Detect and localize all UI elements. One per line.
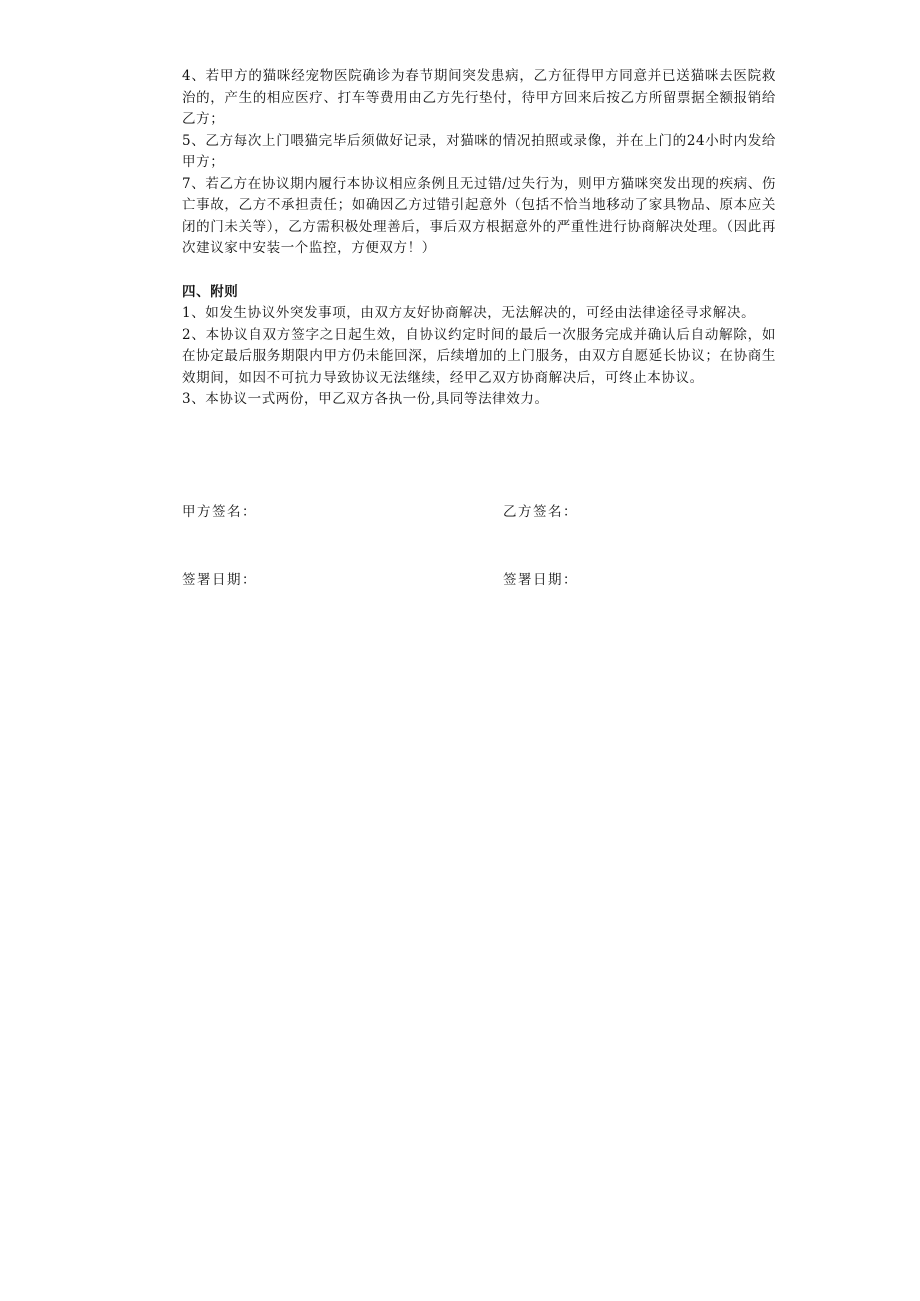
supplementary-clause-1: 1、如发生协议外突发事项，由双方友好协商解决，无法解决的，可经由法律途径寻求解决。: [182, 305, 756, 321]
party-b-date-label: 签署日期：: [503, 572, 578, 588]
supplementary-clause-3: 3、本协议一式两份，甲乙双方各执一份,具同等法律效力。: [182, 391, 549, 407]
signature-block: [182, 500, 776, 590]
signature-row: [182, 500, 776, 522]
party-a-signature-label: 甲方签名：: [182, 504, 257, 520]
clause-4: 4、若甲方的猫咪经宠物医院确诊为春节期间突发患病，乙方征得甲方同意并已送猫咪去医院救治的，产生的相应医疗、打车等费用由乙方先行垫付，待甲方回来后按乙方所留票据全额报销给乙方；: [182, 68, 776, 127]
party-a-date-label: 签署日期：: [182, 572, 257, 588]
agreement-body: [182, 66, 776, 411]
date-row: [182, 568, 776, 590]
section-title-supplementary: 四、附则: [182, 283, 239, 300]
supplementary-clause-2: 2、本协议自双方签字之日起生效，自协议约定时间的最后一次服务完成并确认后自动解除，如在协定最后服务期限内甲方仍未能回深，后续增加的上门服务，由双方自愿延长协议；在协商生效期间，如因不可抗力导致协议无法继续，经甲乙双方协商解决后，可终止本协议。: [182, 326, 776, 386]
party-b-signature-label: 乙方签名：: [503, 504, 578, 520]
clause-7: 7、若乙方在协议期内履行本协议相应条例且无过错/过失行为，则甲方猫咪突发出现的疾病、伤亡事故，乙方不承担责任；如确因乙方过错引起意外（包括不恰当地移动了家具物品、原本应关闭的门未关等），乙方需积极处理善后，事后双方根据意外的严重性进行协商解决处理。（因此再次建议家中安装一个监控，方便双方！）: [182, 175, 776, 256]
clause-5: 5、乙方每次上门喂猫完毕后须做好记录，对猫咪的情况拍照或录像，并在上门的24小时内发给甲方；: [182, 132, 776, 170]
